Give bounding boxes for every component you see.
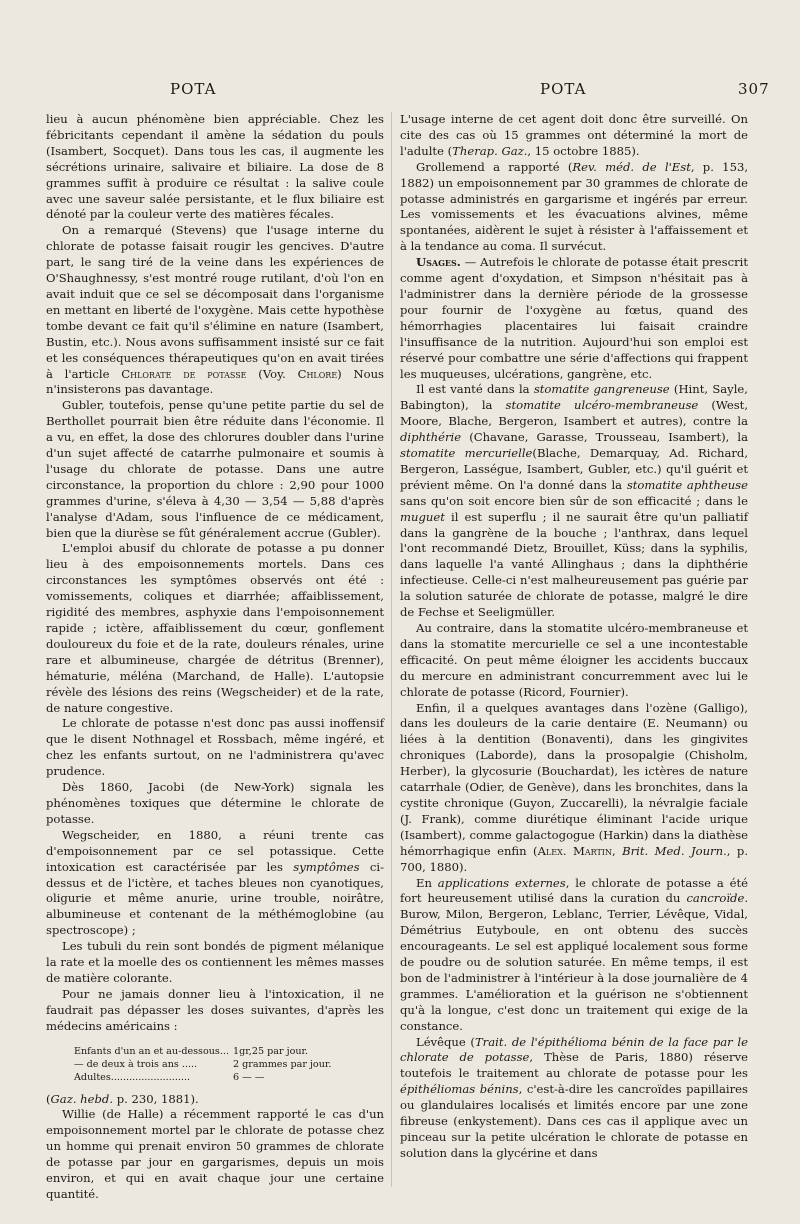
dose-label: — de deux à trois ans ..... xyxy=(74,1058,198,1070)
citation: (Gaz. hebd. p. 230, 1881). xyxy=(46,1091,199,1106)
dose-value: 6 — — xyxy=(233,1071,265,1083)
paragraph: Willie (de Halle) a récemment rapporté le cas d'un empoisonnement mortel par le chlorate de potasse chez un homme qui prenait environ 50 grammes de chlorate de potasse par jour en gargarismes, depuis un mois environ, et qui en avait chaque jour une certaine quantité. xyxy=(46,1107,384,1201)
table-row xyxy=(74,1058,335,1071)
paragraph: Usages. — Autrefois le chlorate de potasse était prescrit comme agent d'oxydation, et Simpson n'hésitait pas à l'administrer dans la dernière période de la grossesse pour fournir de l'oxygène au fœtus, quand des hémorrhagies placentaires lui faisait craindre l'insuffisance de la nutrition. Aujourd'hui son emploi est réservé pour combattre une série d'affections qui frappent les muqueuses, ulcérations, gangrène, etc. xyxy=(400,255,749,381)
right-column xyxy=(400,112,748,1162)
paragraph: Le chlorate de potasse n'est donc pas aussi inoffensif que le disent Nothnagel et Rossbach, même ingéré, et chez les enfants surtout, on ne l'administrera qu'avec prudence. xyxy=(46,716,384,779)
dose-label: Adultes.......................... xyxy=(74,1071,191,1083)
running-head-left: POTA xyxy=(170,80,217,98)
dose-label: Enfants d'un an et au-dessous... xyxy=(74,1045,230,1057)
page-number: 307 xyxy=(738,80,770,98)
paragraph: Il est vanté dans la stomatite gangreneuse (Hint, Sayle, Babington), la stomatite ulcéro-membraneuse (West, Moore, Blache, Bergeron, Isambert et autres), contre la diphthérie (Chavane, Garasse, Trousseau, Isambert), la stomatite mercurielle(Blache, Demarquay, Ad. Richard, Bergeron, Lasségue, Isambert, Gubler, etc.) qu'il guérit et prévient même. On l'a donné dans la stomatite aphtheuse sans qu'on soit encore bien sûr de son efficacité ; dans le muguet il est superflu ; il ne saurait être qu'un palliatif dans la gangrène de la bouche ; l'anthrax, dans lequel l'ont recommandé Dietz, Brouillet, Küss; dans la syphilis, dans laquelle l'a vanté Allinghaus ; dans la diphthérie infectieuse. Celle-ci n'est malheureusement pas guérie par la solution saturée de chlorate de potasse, malgré le dire de Fechse et Seeligmüller. xyxy=(400,382,749,620)
paragraph: L'emploi abusif du chlorate de potasse a pu donner lieu à des empoisonnements mortels. Dans ces circonstances les symptômes observés ont été : vomissements, coliques et diarrhée; affaiblissement, rigidité des membres, asphyxie dans l'empoisonnement rapide ; ictère, affaiblissement du cœur, gonflement douloureux du foie et de la rate, douleurs rénales, urine rare et albumineuse, chargée de détritus (Brenner), hématurie, méléna (Marchand, de Halle). L'autopsie révèle des lésions des reins (Wegscheider) et de la rate, de nature congestive. xyxy=(46,541,384,715)
cross-reference: Chlorate de potasse xyxy=(121,366,247,381)
paragraph: Wegscheider, en 1880, a réuni trente cas d'empoisonnement par ce sel potassique. Cette intoxication est caractérisée par les symptômes ci-dessus et de l'ictère, et taches bleues non cyanotiques, oligurie et même anurie, urine trouble, noirâtre, albumineuse et contenant de la méthémoglobine (au spectroscope) ; xyxy=(46,827,384,938)
section-heading: Usages. xyxy=(416,255,461,270)
table-row xyxy=(74,1045,335,1058)
dose-value: 1gr,25 par jour. xyxy=(233,1045,309,1057)
paragraph: Grollemend a rapporté (Rev. méd. de l'Est, p. 153, 1882) un empoisonnement par 30 grammes de chlorate de potasse administrés en gargarisme et ingérés par erreur. Les vomissements et les évacuations alvines, même spontanées, aidèrent le sujet à résister à l'affaissement et à la tendance au coma. Il survécut. xyxy=(400,159,749,254)
paragraph: Dès 1860, Jacobi (de New-York) signala les phénomènes toxiques que détermine le chlorate de potasse. xyxy=(46,780,384,826)
paragraph: Enfin, il a quelques avantages dans l'ozène (Galligo), dans les douleurs de la carie dentaire (E. Neumann) ou liées à la dentition (Bonaventi), dans les gingivites chroniques (Laborde), dans la prosopalgie (Chisholm, Herber), la glycosurie (Bouchardat), les ictères de nature catarrhale (Odier, de Genève), dans les bronchites, dans la cystite chronique (Guyon, Zuccarelli), la névralgie faciale (J. Frank), comme diurétique éliminant l'acide urique (Isambert), comme galactogogue (Harkin) dans la diathèse hémorrhagique enfin (Alex. Martin, Brit. Med. Journ., p. 700, 1880). xyxy=(400,700,749,874)
paragraph: lieu à aucun phénomène bien appréciable. Chez les fébricitants cependant il amène la sédation du pouls (Isambert, Socquet). Dans tous les cas, il augmente les sécrétions urinaire, salivaire et biliaire. La dose de 8 grammes suffit à produire ce résultat : la salive coule avec une saveur salée persistante, et le flux biliaire est dénoté par la couleur verte des matières fécales. xyxy=(46,112,384,222)
paragraph: Les tubuli du rein sont bondés de pigment mélanique la rate et la moelle des os contiennent les mêmes masses de matière colorante. xyxy=(46,939,384,985)
paragraph: En applications externes, le chlorate de potasse a été fort heureusement utilisé dans la curation du cancroïde. Burow, Milon, Bergeron, Leblanc, Terrier, Lévêque, Vidal, Démétrius Eutyboule, en ont obtenu des succès encourageants. Le sel est appliqué localement sous forme de poudre ou de solution saturée. En même temps, il est bon de l'administrer à l'intérieur à la dose journalière de 4 grammes. L'amélioration et la guérison ne s'obtiennent qu'à la longue, c'est donc un traitement qui exige de la constance. xyxy=(400,875,749,1033)
paragraph: On a remarqué (Stevens) que l'usage interne du chlorate de potasse faisait rougir les gencives. D'autre part, le sang tiré de la veine dans les expériences de O'Shaughnessy, s'est montré rouge rutilant, d'où l'on en avait induit que ce sel se décomposait dans l'organisme en mettant en liberté de l'oxygène. Mais cette hypothèse tombe devant ce fait qu'il s'élimine en nature (Isambert, Bustin, etc.). Nous avons suffisamment insisté sur ce fait et les conséquences thérapeutiques qu'on en avait tirées à l'article Chlorate de potasse (Voy. Chlore) Nous n'insisterons pas davantage. xyxy=(46,223,384,397)
paragraph: Au contraire, dans la stomatite ulcéro-membraneuse et dans la stomatite mercurielle ce sel a une incontestable efficacité. On peut même éloigner les accidents buccaux du mercure en administrant concurremment avec lui le chlorate de potasse (Ricord, Fournier). xyxy=(400,621,748,699)
paragraph: Pour ne jamais donner lieu à l'intoxication, il ne faudrait pas dépasser les doses suivantes, d'après les médecins américains : xyxy=(46,986,384,1033)
paragraph: Gubler, toutefois, pense qu'une petite partie du sel de Berthollet pourrait bien être réduite dans l'économie. Il a vu, en effet, la dose des chlorures doubler dans l'urine d'un sujet affecté de catarrhe pulmonaire et soumis à l'usage du chlorate de potasse. Dans une autre circonstance, la proportion du chlore : 2,90 pour 1000 grammes d'urine, s'éleva à 4,30 — 3,54 — 5,88 d'après l'analyse d'Adam, sous l'influence de ce médicament, bien que la diurèse se fût généralement accrue (Gubler). xyxy=(46,398,384,540)
dose-value: 2 grammes par jour. xyxy=(233,1058,332,1070)
paragraph: Lévêque (Trait. de l'épithélioma bénin de la face par le chlorate de potasse, Thèse de Paris, 1880) réserve toutefois le traitement au chlorate de potasse pour les épithéliomas bénins, c'est-à-dire les cancroïdes papillaires ou glandulaires localisés et limités encore par une zone fibreuse (enkystement). Dans ces cas il applique avec un pinceau sur la petite ulcération le chlorate de potasse en solution dans la glycérine et dans xyxy=(400,1034,748,1160)
column-divider xyxy=(391,112,392,1187)
paragraph: L'usage interne de cet agent doit donc être surveillé. On cite des cas où 15 grammes ont déterminé la mort de l'adulte (Therap. Gaz., 15 octobre 1885). xyxy=(400,112,748,158)
cross-reference: Chlore xyxy=(297,366,338,381)
running-head-right: POTA xyxy=(540,80,587,98)
left-column xyxy=(46,112,384,1203)
dosage-table xyxy=(74,1045,335,1084)
table-row xyxy=(74,1071,335,1084)
